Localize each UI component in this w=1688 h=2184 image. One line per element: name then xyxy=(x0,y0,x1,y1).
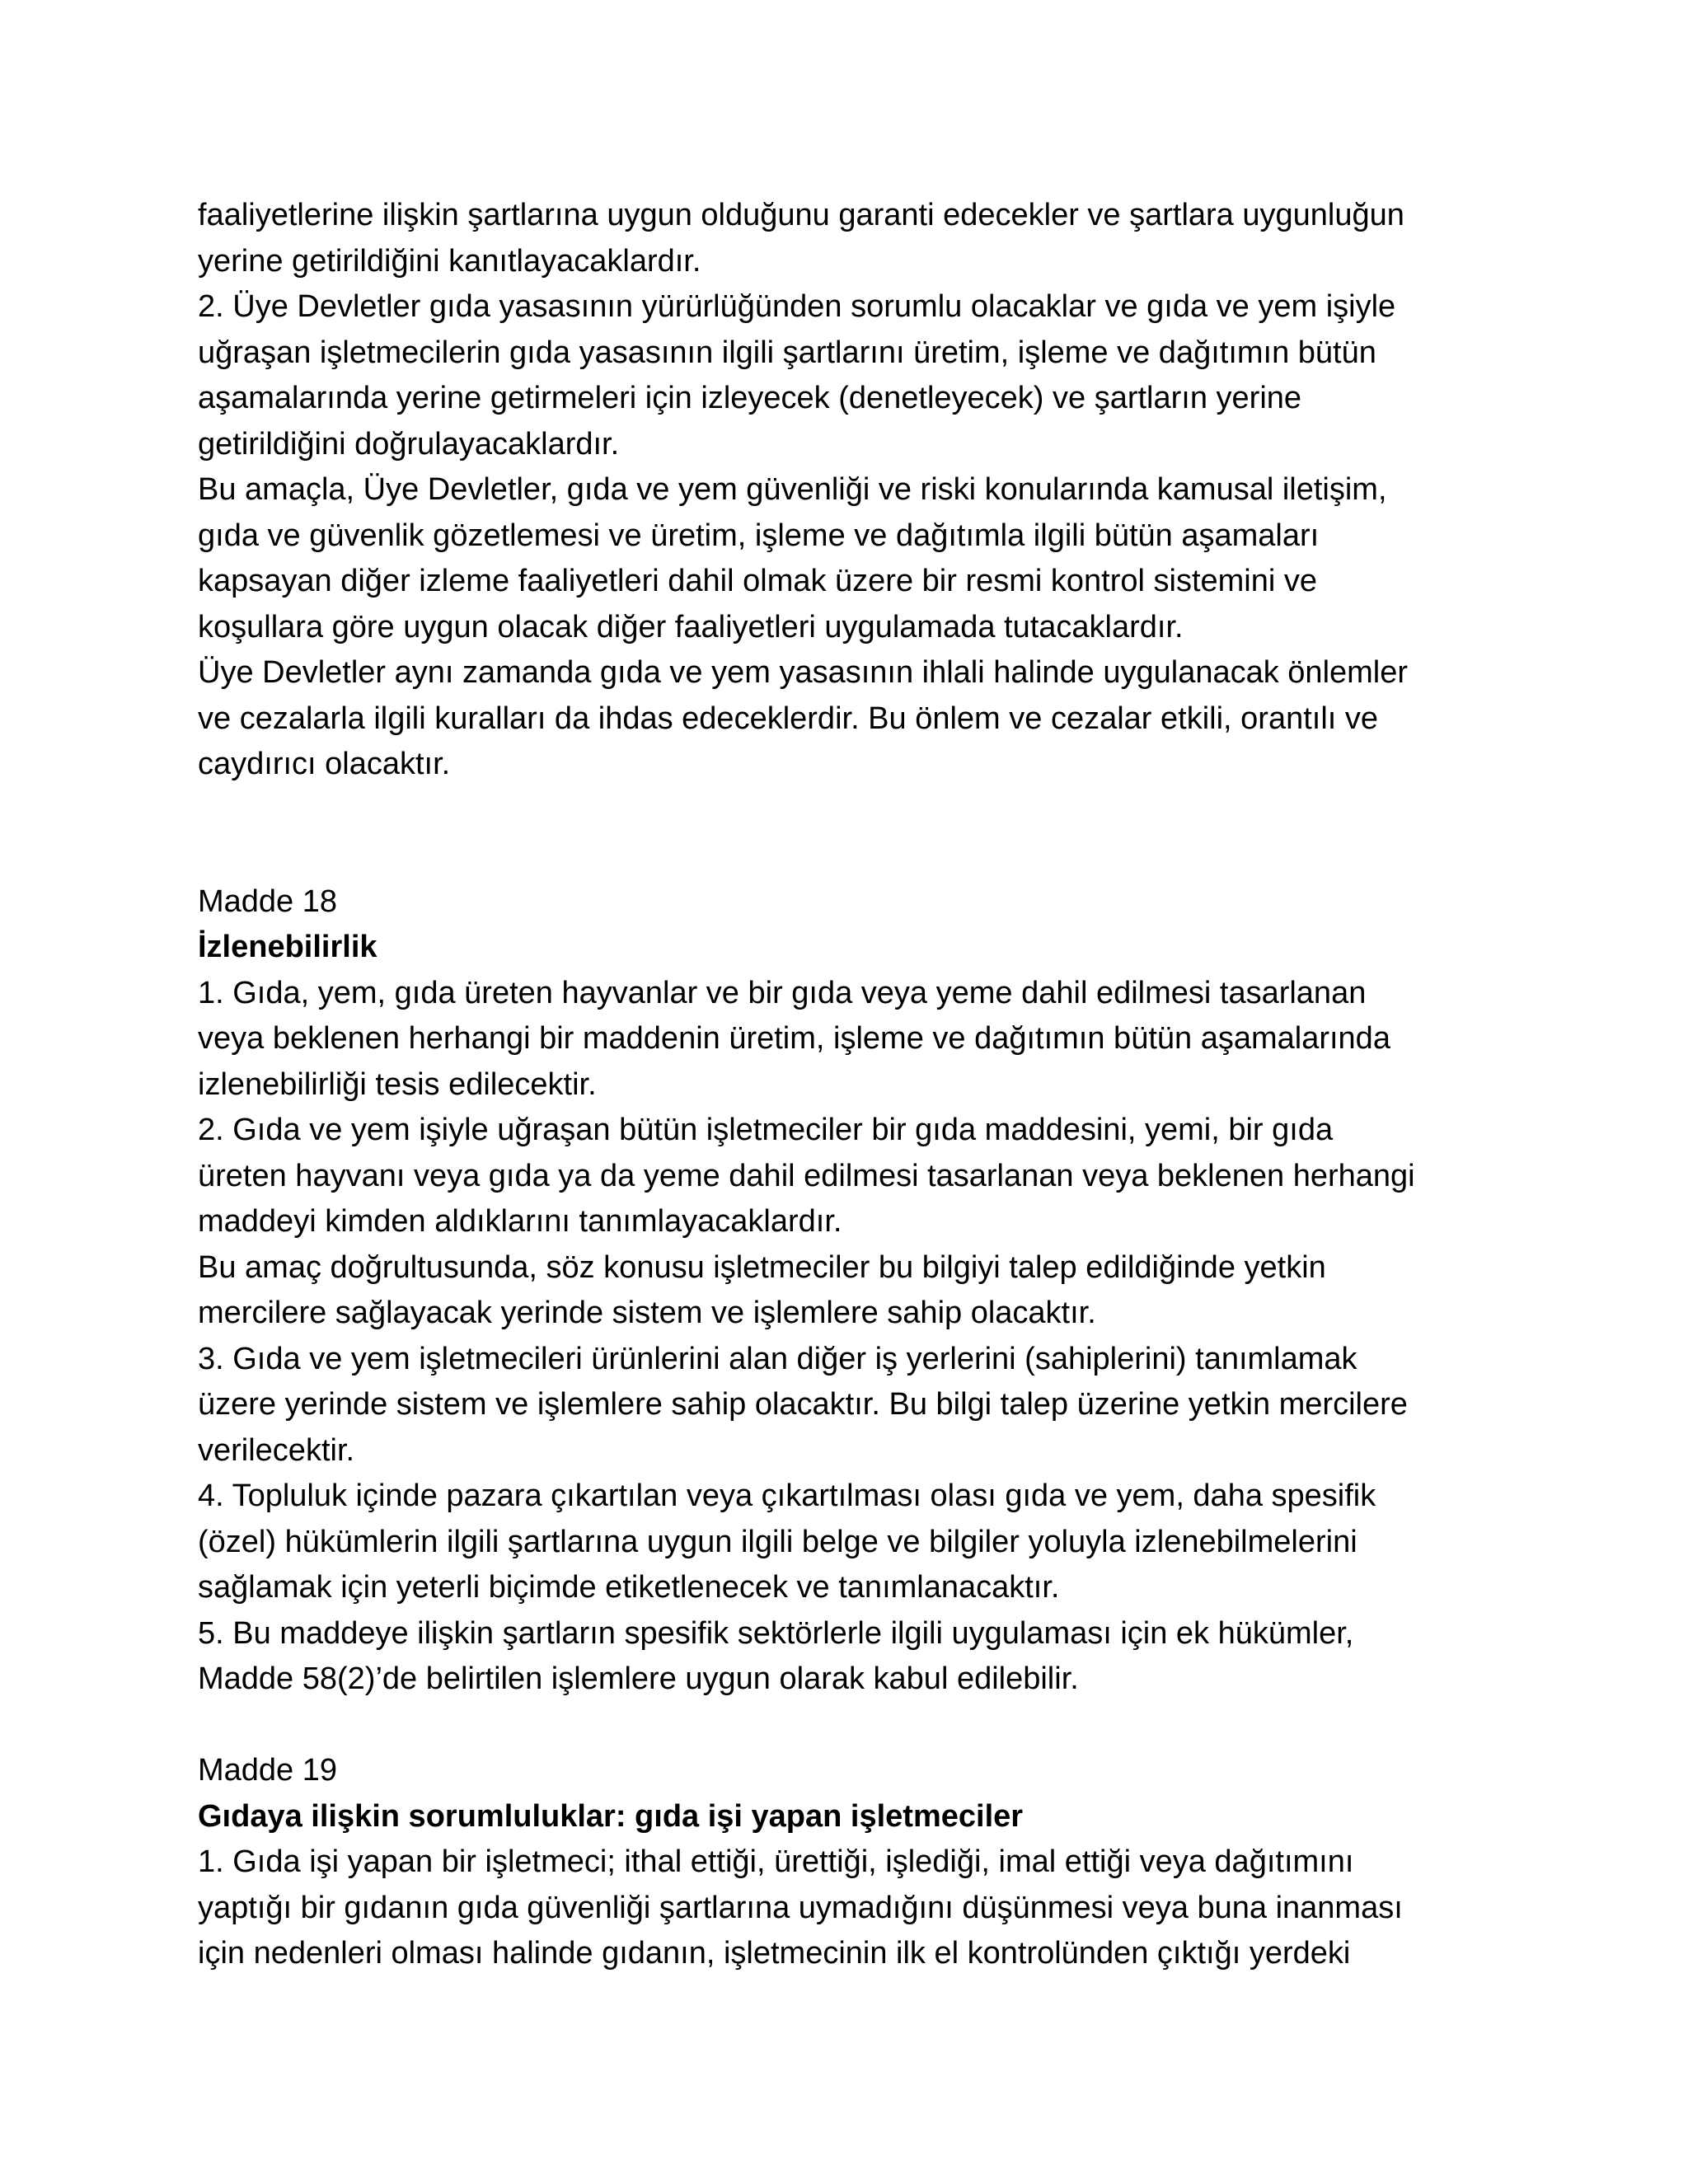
article-title: İzlenebilirlik xyxy=(198,930,377,964)
text-line: 1. Gıda, yem, gıda üreten hayvanlar ve bir gıda veya yeme dahil edilmesi tasarlanan xyxy=(198,975,1367,1010)
article-title: Gıdaya ilişkin sorumluluklar: gıda işi yapan işletmeciler xyxy=(198,1798,1024,1834)
text-line: veya beklenen herhangi bir maddenin üretim, işleme ve dağıtımın bütün aşamalarında xyxy=(198,1021,1390,1056)
text-line: Madde 58(2)’de belirtilen işlemlere uygun olarak kabul edilebilir. xyxy=(198,1661,1079,1696)
text-line: yaptığı bir gıdanın gıda güvenliği şartlarına uymadığını düşünmesi veya buna inanması xyxy=(198,1890,1403,1925)
text-line: 3. Gıda ve yem işletmecileri ürünlerini alan diğer iş yerlerini (sahiplerini) tanımlamak xyxy=(198,1341,1357,1376)
text-line: 1. Gıda işi yapan bir işletmeci; ithal ettiği, ürettiği, işlediği, imal ettiği veya dağıtımını xyxy=(198,1844,1354,1879)
text-line: Üye Devletler aynı zamanda gıda ve yem yasasının ihlali halinde uygulanacak önlemler xyxy=(198,655,1409,690)
text-line: kapsayan diğer izleme faaliyetleri dahil olmak üzere bir resmi kontrol sistemini ve xyxy=(198,564,1317,598)
text-line: için nedenleri olması halinde gıdanın, işletmecinin ilk el kontrolünden çıktığı yerdeki xyxy=(198,1936,1351,1971)
text-line: caydırıcı olacaktır. xyxy=(198,747,451,781)
text-line: koşullara göre uygun olacak diğer faaliyetleri uygulamada tutacaklardır. xyxy=(198,609,1184,644)
text-line: 2. Gıda ve yem işiyle uğraşan bütün işletmeciler bir gıda maddesini, yemi, bir gıda xyxy=(198,1113,1334,1147)
text-line: uğraşan işletmecilerin gıda yasasının ilgili şartlarını üretim, işleme ve dağıtımın bütün xyxy=(198,335,1376,370)
text-line: yerine getirildiğini kanıtlayacaklardır. xyxy=(198,243,701,279)
text-line: üzere yerinde sistem ve işlemlere sahip olacaktır. Bu bilgi talep üzerine yetkin mercilere xyxy=(198,1387,1408,1422)
text-line: maddeyi kimden aldıklarını tanımlayacaklardır. xyxy=(198,1204,842,1239)
text-line: mercilere sağlayacak yerinde sistem ve işlemlere sahip olacaktır. xyxy=(198,1296,1096,1330)
text-line: izlenebilirliği tesis edilecektir. xyxy=(198,1066,597,1102)
text-line: Bu amaç doğrultusunda, söz konusu işletmeciler bu bilgiyi talep edildiğinde yetkin xyxy=(198,1249,1326,1285)
text-line: getirildiğini doğrulayacaklardır. xyxy=(198,426,620,462)
text-line: sağlamak için yeterli biçimde etiketlenecek ve tanımlanacaktır. xyxy=(198,1570,1060,1605)
text-line: 5. Bu maddeye ilişkin şartların spesifik sektörlerle ilgili uygulaması için ek hükümler, xyxy=(198,1615,1354,1651)
text-line: faaliyetlerine ilişkin şartlarına uygun olduğunu garanti edecekler ve şartlara uygunluğun xyxy=(198,198,1404,232)
text-line: üreten hayvanı veya gıda ya da yeme dahil edilmesi tasarlanan veya beklenen herhangi xyxy=(198,1158,1415,1193)
text-line: Bu amaçla, Üye Devletler, gıda ve yem güvenliği ve riski konularında kamusal iletişim, xyxy=(198,472,1387,507)
article-19 xyxy=(198,1748,1500,1977)
section17-continuation xyxy=(198,193,1500,788)
text-line: ve cezalarla ilgili kuralları da ihdas edeceklerdir. Bu önlem ve cezalar etkili, orantılı ve xyxy=(198,701,1379,736)
text-line: verilecektir. xyxy=(198,1432,355,1468)
text-line: aşamalarında yerine getirmeleri için izleyecek (denetleyecek) ve şartların yerine xyxy=(198,381,1302,415)
section-spacer xyxy=(198,1703,1500,1749)
text-line: (özel) hükümlerin ilgili şartlarına uygun ilgili belge ve bilgiler yoluyla izlenebilmelerini xyxy=(198,1524,1357,1559)
text-line: gıda ve güvenlik gözetlemesi ve üretim, işleme ve dağıtımla ilgili bütün aşamaları xyxy=(198,518,1320,553)
article-18 xyxy=(198,879,1500,1703)
document-page xyxy=(198,193,1500,1977)
section-spacer xyxy=(198,788,1500,879)
article-number: Madde 19 xyxy=(198,1753,338,1788)
text-line: 2. Üye Devletler gıda yasasının yürürlüğünden sorumlu olacaklar ve gıda ve yem işiyle xyxy=(198,289,1396,324)
article-number: Madde 18 xyxy=(198,883,338,919)
text-line: 4. Topluluk içinde pazara çıkartılan veya çıkartılması olası gıda ve yem, daha spesifik xyxy=(198,1479,1376,1513)
